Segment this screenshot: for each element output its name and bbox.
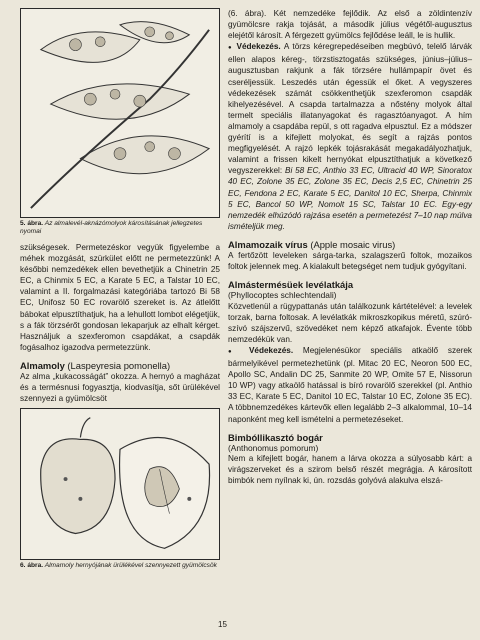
figure-5-caption xyxy=(20,220,220,236)
figure-6-illustration xyxy=(20,408,220,560)
figure-5-illustration xyxy=(20,8,220,218)
atka-text: Közvetlenül a rügypattanás után találkozunk kártételével: a levelek torzak, barna foltosak. A levélatkák mikroszkopikus méretű, szúró-szívó szájszervű, szövedéket nem képző atkafajok. Évente több nemzedékük van. xyxy=(228,301,472,344)
codling-moth-apple-drawing-icon xyxy=(21,409,219,559)
left-paragraph-1: szükségesek. Permetezéskor vegyük figyelembe a méhek mozgását, szürkület előtt ne permetezzünk! A későbbi nemzedékek ellen bevethetjük a Chinetrin 25 EC, a Chinmix 5 EC, a Karate 5 EC, a Talstar 10 EC, valamint a II. forgalmazási kategóriába tartozó Bi 58 EC, Unifosz 50 EC rovarölő szereket is. Az átlelőtt bábokat elpusztíthatjuk, ha a lehullott lombot elégetjük, s a fák törzsérőt gondosan lekaparjuk az elhalt kérget. Használjuk a szexferomon csapdákat, a csapdák fogásalhoz igazodva permetezzünk. xyxy=(20,243,220,352)
almamoly-text: Az alma „kukacosságát” okozza. A hernyó a magházat és a termésnusi fogyasztja, kiodvasítja, sőt ürülékével szennyezi a gyümölcsöt xyxy=(20,371,220,404)
leaf-miner-drawing-icon xyxy=(21,9,219,217)
bimbo-text: Nem a kifejlett bogár, hanem a lárva okozza a súlyosabb kárt: a virágszerveket és a szirom belső részét megrágja. A károsított bimbók nem nyílnak ki, ún. rozsdás golyóvá alakulva elszá- xyxy=(228,454,472,486)
bimbo-heading xyxy=(228,432,472,443)
vedekezes-1-label: Védekezés. xyxy=(236,42,281,52)
vedekezes-2 xyxy=(228,345,472,425)
atka-heading xyxy=(228,279,472,290)
right-paragraph-1: (6. ábra). Két nemzedéke fejlődik. Az első a zöldintenzív gyümölcsre rakja tojását, a második július végétől-augusztus elejétől károsít. A férgezett gyümölcs fejlődése leáll, le is hullik. xyxy=(228,9,472,41)
mozaik-title: Almamozaik vírus xyxy=(228,238,308,250)
figure-5-label: 5. ábra. xyxy=(20,220,44,227)
figure-5-caption-text: Az almalevél-aknázómolyok károsításának jellegzetes nyomai xyxy=(20,220,203,235)
left-column xyxy=(20,8,220,576)
mozaik-latin: (Apple mosaic virus) xyxy=(310,238,396,250)
atka-title: Almástermésüek levélatkája xyxy=(228,279,354,291)
page-number: 15 xyxy=(218,620,227,629)
mozaik-heading xyxy=(228,239,472,250)
figure-6-caption-text: Almamoly hernyójának ürülékével szennyezett gyümölcsök xyxy=(44,562,217,570)
vedekezes-1 xyxy=(228,41,472,232)
vedekezes-1-products: Bi 58 EC, Anthio 33 EC, Ultracid 40 WP, Sinoratox 40 EC, Zolone 35 EC, Zolone 35 EC, Decis 2,5 EC, Chinetrin 25 EC, Fendona 2 EC, Karate 5 EC, Danitol 10 EC, Sherpa, Chinmix 5 EC, Bancol 50 WP, Nomolt 15 SC, Talstar 10 EC. Egy-egy nemzedék elhúzódó rajzása esetén a permetezést 7–10 nap múlva ismételjük meg. xyxy=(228,166,472,231)
right-column xyxy=(228,8,472,486)
bimbo-latin: (Anthonomus pomorum) xyxy=(228,442,319,453)
mozaik-text: A fertőzött leveleken sárga-tarka, szalagszerű foltok, mozaikos foltok jelennek meg. A kialakult betegséget nem tudjuk gyógyítani. xyxy=(228,250,472,271)
figure-6-label: 6. ábra. xyxy=(20,562,44,570)
vedekezes-2-text: Megjelenésükor speciális atkaölő szerek bármelyikével permetezhetünk (pl. Mitac 20 EC, Neoron 500 EC, Apollo SC, Andalin DC 25, Sanmite 20 WP, Omite 57 E, Nissorun 10 WP) vagy atkaölő hatással is bíró rovarölő szerekkel (pl. Anthio 33 EC, Karate 5 EC, Danitol 10 EC, Talstar 10 EC, Zolone 35 EC). A többnemzedékes kártevők ellen legalább 2–3 alkalommal, 10–14 naponként meg kell ismételni a permetezéseket. xyxy=(228,345,473,424)
almamoly-heading xyxy=(20,360,220,371)
atka-latin: (Phyllocoptes schlechtendali) xyxy=(228,290,337,301)
almamoly-latin: (Laspeyresia pomonella) xyxy=(67,359,171,371)
vedekezes-1-text: A törzs kéregrepedéseiben megbúvó, telelő lárvák ellen alapos kéreg-, törzstisztogatás szükséges, június–július–augusztusban rakjunk a fák törzsére hullámpapír övet és cseréljessük. Leszedés után égessük el őket. A vegyszeres védekezések számát csökkenthetjük szexferomon csapdák kihelyezésével. A csapda tartalmazza a nőstény molyok által termelt speciális illatanyagokat és ragasztóanyagot. A hím almamoly a csapdába repül, s ott ragadva elpusztul. Ez a módszer gyérítí is a kifejlett molyokat, és segít a rajzás pontos megfigyelését. A rajzó lepkék tojásrakását megakadályozhatjuk, valamint a frissen kikelt hernyókat elpusztíthatjuk a következő vegyszerekkel: xyxy=(228,42,472,176)
vedekezes-2-label: Védekezés. xyxy=(248,345,294,355)
bimbo-title: Bimbóllikasztó bogár xyxy=(228,431,323,443)
figure-6-caption xyxy=(20,562,220,570)
almamoly-title: Almamoly xyxy=(20,359,65,371)
